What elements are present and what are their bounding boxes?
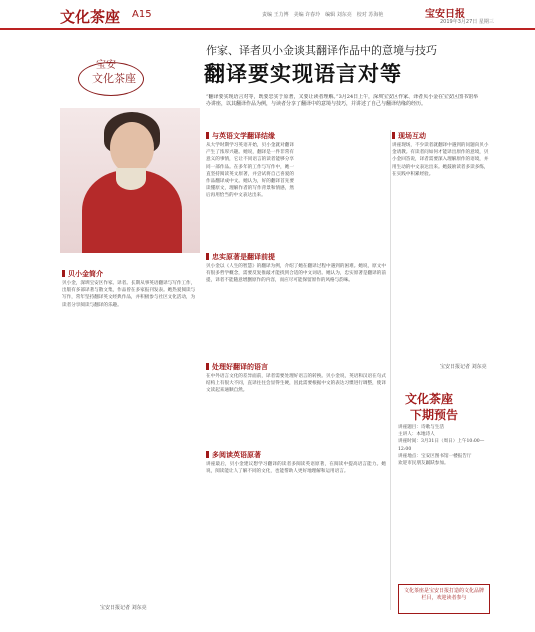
page-number: A15 — [132, 9, 152, 20]
sidebar-text: 贝小金，深圳宝安区作家、译者。长期从事英语翻译与写作工作，出版有多部译著与散文集，作品曾在多家报刊发表。她热爱阅读与写作，常年坚持翻译英文经典作品，并积极参与社区文化活动，为读者分享阅读与翻译的乐趣。 — [62, 281, 196, 308]
column-logo-line1: 宝安 — [96, 60, 116, 71]
right-byline: 宝安日报记者 刘东亮 — [440, 364, 487, 370]
preview-subtitle: 下期预告 — [410, 408, 459, 422]
right-text: 讲座现场，不少读者就翻译中遇到的问题向贝小金请教。有读者问如何才能译出原作的意境，贝小金回答说，译者需要深入理解原作的语境，并用生动的中文表达出来。她鼓励读者多读多练，在实践中积累经验。 — [392, 143, 489, 177]
section-heading-3: 处理好翻译的语言 — [206, 362, 268, 372]
staff-credits: 责编 王力博 美编 许春玲 编辑 刘东亮 校对 苏海艳 — [262, 12, 384, 18]
issue-date: 2019年3月27日 星期三 — [440, 19, 494, 25]
right-heading: 现场互动 — [392, 131, 426, 141]
article-subtitle: 作家、译者贝小金谈其翻译作品中的意境与技巧 — [206, 44, 437, 57]
section-text-4: 讲座最后，贝小金建议想学习翻译的读者多阅读英语原著，在阅读中提高语言能力。她说，阅读能让人了解不同的文化，也能帮助人更好地理解和运用语言。 — [206, 462, 386, 475]
section-text-2: 贝小金以《人生的智慧》的翻译为例，介绍了她在翻译过程中遇到的困难。她说，原文中有很多哲学概念，需要反复推敲才能找到合适的中文词语。她认为，忠实原著是翻译的前提，译者不能随意增删原作的内容，而应尽可能保留原作的风格与韵味。 — [206, 264, 386, 284]
sidebar-byline: 宝安日报记者 刘东亮 — [100, 605, 147, 611]
column-badge: 文化茶座是宝安日报打造的文化品牌栏目，欢迎读者参与 — [398, 584, 490, 614]
preview-text: 讲座题目：诗歌与生活 主讲人：本地诗人 讲座时间：3月31日（周日）上午10:00—12:00 讲座地点：宝安区图书馆一楼报告厅 欢迎市民朋友踊跃参加。 — [398, 425, 485, 467]
speaker-photo — [60, 108, 200, 253]
section-text-3: 在中外语言文化的差异面前，译者需要处理好语言的转换。贝小金说，英语和汉语在句式结构上有很大不同，直译往往会显得生硬，因此需要根据中文的表达习惯进行调整，使译文读起来通顺自然。 — [206, 374, 386, 394]
sidebar-heading: 贝小金简介 — [62, 269, 103, 279]
column-divider — [390, 130, 391, 610]
article-title: 翻译要实现语言对等 — [204, 62, 402, 86]
article-lead: “翻译要实现语言对等，既要忠实于原著，又要让读者理解。”3月24日上午，深圳宝安区作家、译者贝小金在宝安区图书馆举办讲座，以其翻译作品为例，与读者分享了翻译中的意境与技巧，并讲述了自己与翻译结缘的经历。 — [206, 94, 479, 107]
section-text-1-cont — [298, 142, 386, 246]
section-heading-4: 多阅读英语原著 — [206, 450, 261, 460]
preview-title: 文化茶座 — [405, 392, 454, 406]
newspaper-brand: 宝安日报 — [425, 9, 465, 20]
section-heading-1: 与英语文学翻译结缘 — [206, 131, 275, 141]
column-name: 文化茶座 — [60, 8, 121, 26]
section-heading-2: 忠实原著是翻译前提 — [206, 252, 275, 262]
column-logo-line2: 文化茶座 — [92, 72, 136, 85]
section-text-1: 从大学时期学习英语开始，贝小金就对翻译产生了浓厚兴趣。她说，翻译是一件非常有意义的事情，它让不同语言的读者能够分享同一部作品。在多年的工作与写作中，她一直坚持阅读英文原著，并尝试将自己喜爱的作品翻译成中文。她认为，好的翻译首先要读懂原文，理解作者的写作背景和情感，然后再用恰当的中文表达出来。 — [206, 143, 294, 199]
page-header — [0, 0, 535, 30]
